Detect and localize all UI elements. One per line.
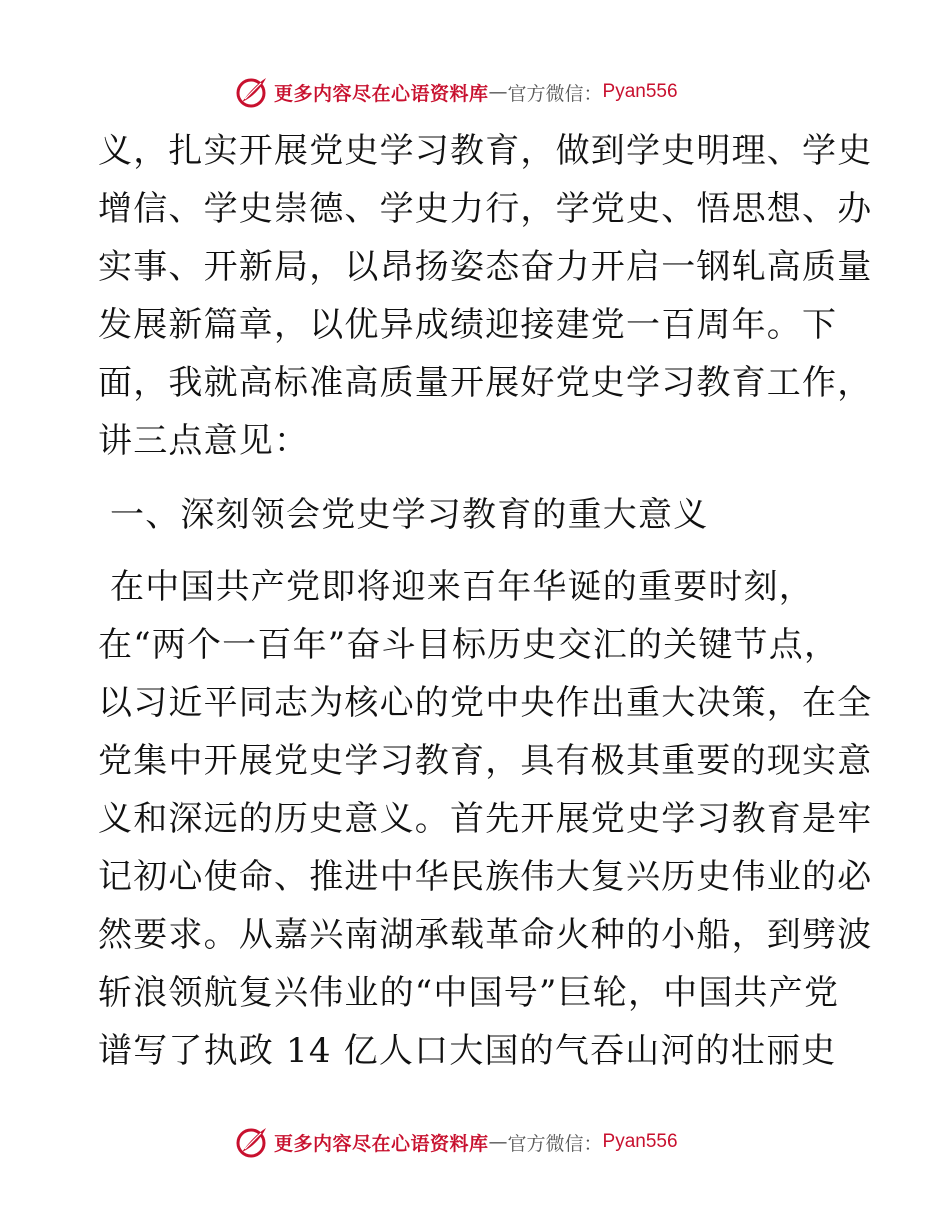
watermark-dash: — [488, 81, 508, 103]
watermark-row [234, 72, 678, 112]
watermark-wechat-id: Pyan556 [602, 81, 678, 102]
body-line: 增信、学史崇德、学史力行，学党史、悟思想、办 [98, 189, 873, 229]
feather-pen-logo-icon [234, 1124, 270, 1160]
watermark-row [234, 1122, 678, 1162]
watermark-footer [0, 1122, 950, 1162]
body-line: 谱写了执政 14 亿人口大国的气吞山河的壮丽史 [98, 1031, 837, 1071]
body-line: 讲三点意见： [98, 421, 310, 461]
body-line: 在中国共产党即将迎来百年华诞的重要时刻， [110, 567, 814, 607]
watermark-official-label: 官方微信： [507, 1132, 603, 1155]
body-line: 在“两个一百年”奋斗目标历史交汇的关键节点， [98, 625, 840, 665]
body-line: 义，扎实开展党史学习教育，做到学史明理、学史 [98, 131, 873, 171]
section-heading: 一、深刻领会党史学习教育的重大意义 [110, 495, 709, 535]
watermark-dash: — [488, 1131, 508, 1153]
watermark-header [0, 72, 950, 112]
body-line: 实事、开新局，以昂扬姿态奋力开启一钢轧高质量 [98, 247, 873, 287]
body-line: 斩浪领航复兴伟业的“中国号”巨轮，中国共产党 [98, 973, 840, 1013]
body-line: 发展新篇章，以优异成绩迎接建党一百周年。下 [98, 305, 838, 345]
body-line: 以习近平同志为核心的党中央作出重大决策，在全 [98, 683, 873, 723]
body-line: 然要求。从嘉兴南湖承载革命火种的小船，到劈波 [98, 915, 873, 955]
body-line: 面，我就高标准高质量开展好党史学习教育工作， [98, 363, 873, 403]
watermark-official-label: 官方微信： [507, 82, 603, 105]
body-line: 记初心使命、推进中华民族伟大复兴历史伟业的必 [98, 857, 873, 897]
watermark-brand: 更多内容尽在心语资料库 [274, 1132, 489, 1155]
body-line: 党集中开展党史学习教育，具有极其重要的现实意 [98, 741, 873, 781]
body-line: 义和深远的历史意义。首先开展党史学习教育是牢 [98, 799, 873, 839]
watermark-brand: 更多内容尽在心语资料库 [274, 82, 489, 105]
watermark-wechat-id: Pyan556 [602, 1131, 678, 1152]
feather-pen-logo-icon [234, 74, 270, 110]
